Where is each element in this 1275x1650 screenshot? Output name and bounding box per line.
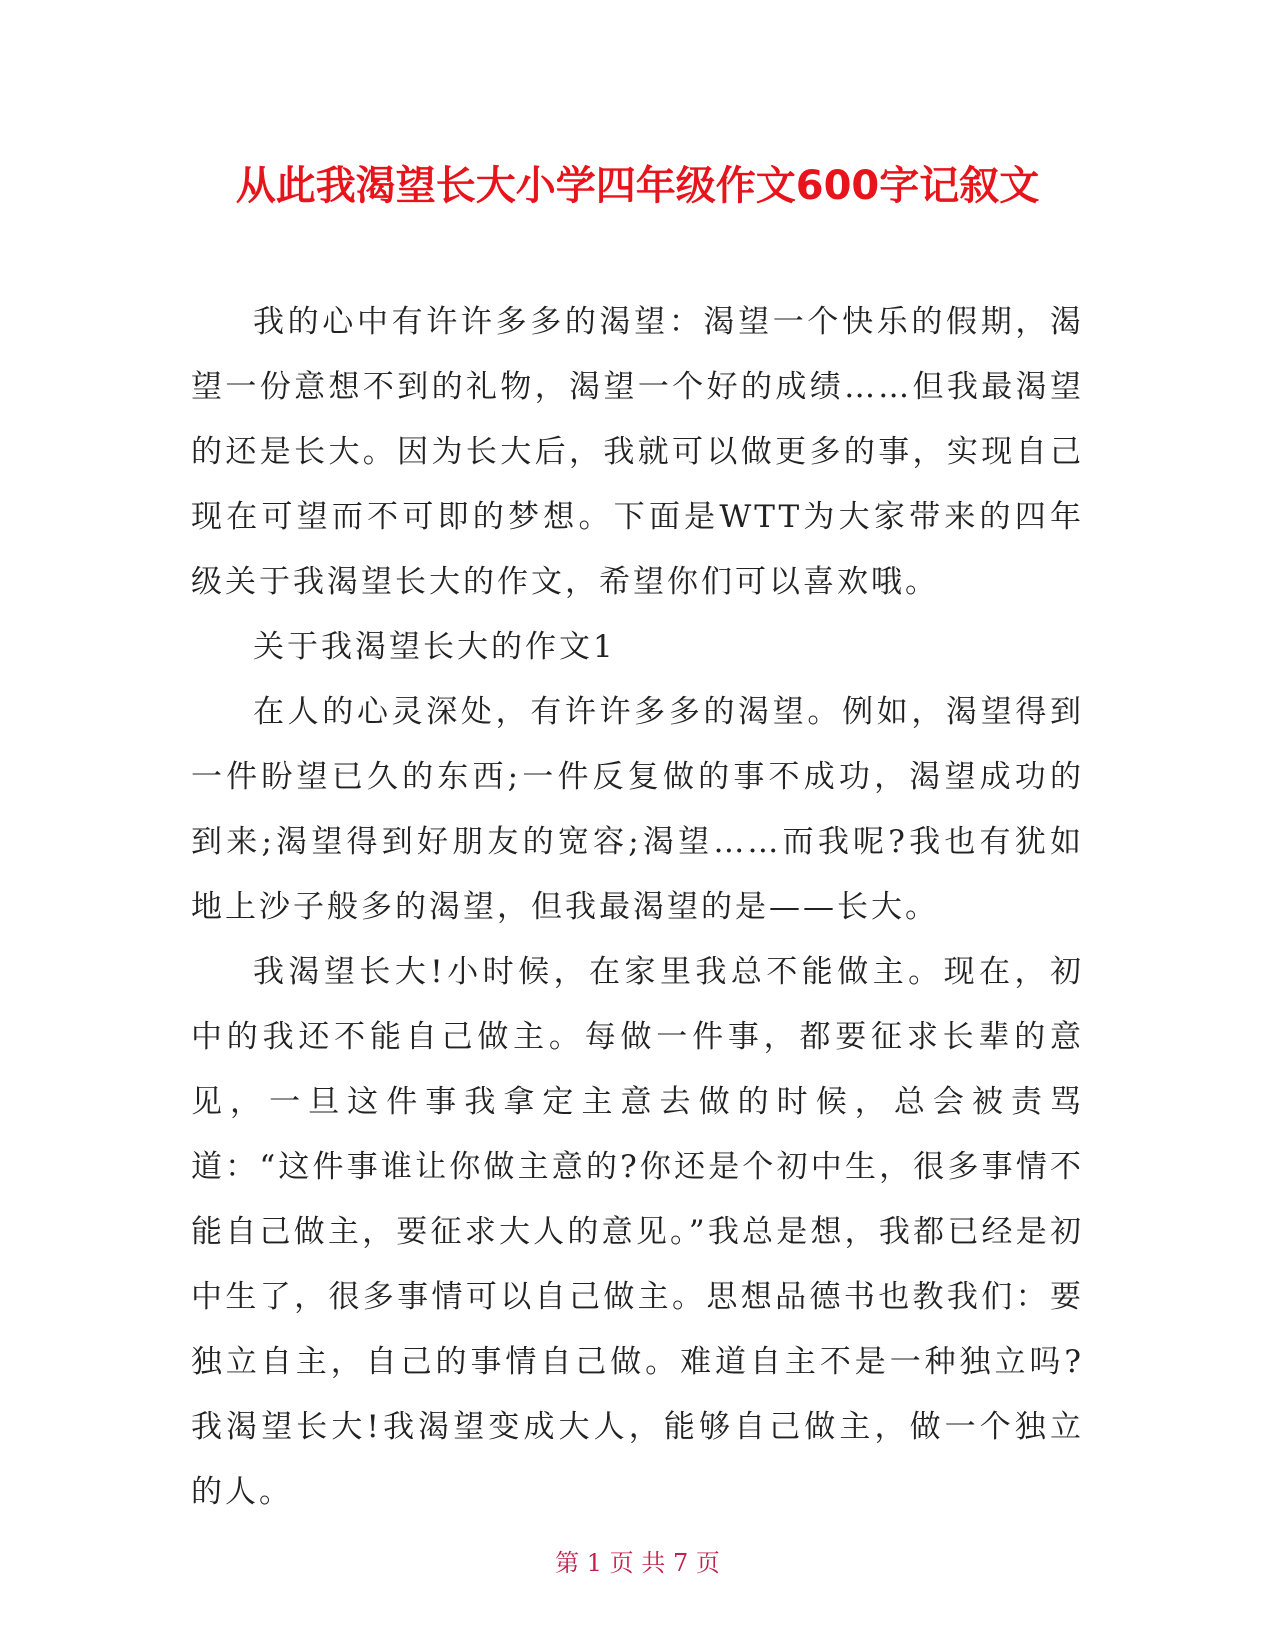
section-heading: 关于我渴望长大的作文1: [253, 629, 616, 665]
paragraph-1: 在人的心灵深处，有许许多多的渴望。例如，渴望得到一件盼望已久的东西;一件反复做的事不成功，渴望成功的到来;渴望得到好朋友的宽容;渴望……而我呢?我也有犹如地上沙子般多的渴望，但我最渴望的是——长大。: [191, 694, 1084, 925]
paragraph-2: 我渴望长大!小时候，在家里我总不能做主。现在，初中的我还不能自己做主。每做一件事，都要征求长辈的意见，一旦这件事我拿定主意去做的时候，总会被责骂道：“这件事谁让你做主意的?你还是个初中生，很多事情不能自己做主，要征求大人的意见。”我总是想，我都已经是初中生了，很多事情可以自己做主。思想品德书也教我们：要独立自主，自己的事情自己做。难道自主不是一种独立吗?我渴望长大!我渴望变成大人，能够自己做主，做一个独立的人。: [191, 954, 1084, 1510]
document-title: 从此我渴望长大小学四年级作文600字记叙文: [235, 163, 1040, 209]
paragraph-intro: 我的心中有许许多多的渴望：渴望一个快乐的假期，渴望一份意想不到的礼物，渴望一个好的成绩……但我最渴望的还是长大。因为长大后，我就可以做更多的事，实现自己现在可望而不可即的梦想。下面是WTT为大家带来的四年级关于我渴望长大的作文，希望你们可以喜欢哦。: [191, 304, 1084, 600]
document-body: [191, 290, 1084, 1525]
page-footer: 第 1 页 共 7 页: [555, 1549, 720, 1577]
